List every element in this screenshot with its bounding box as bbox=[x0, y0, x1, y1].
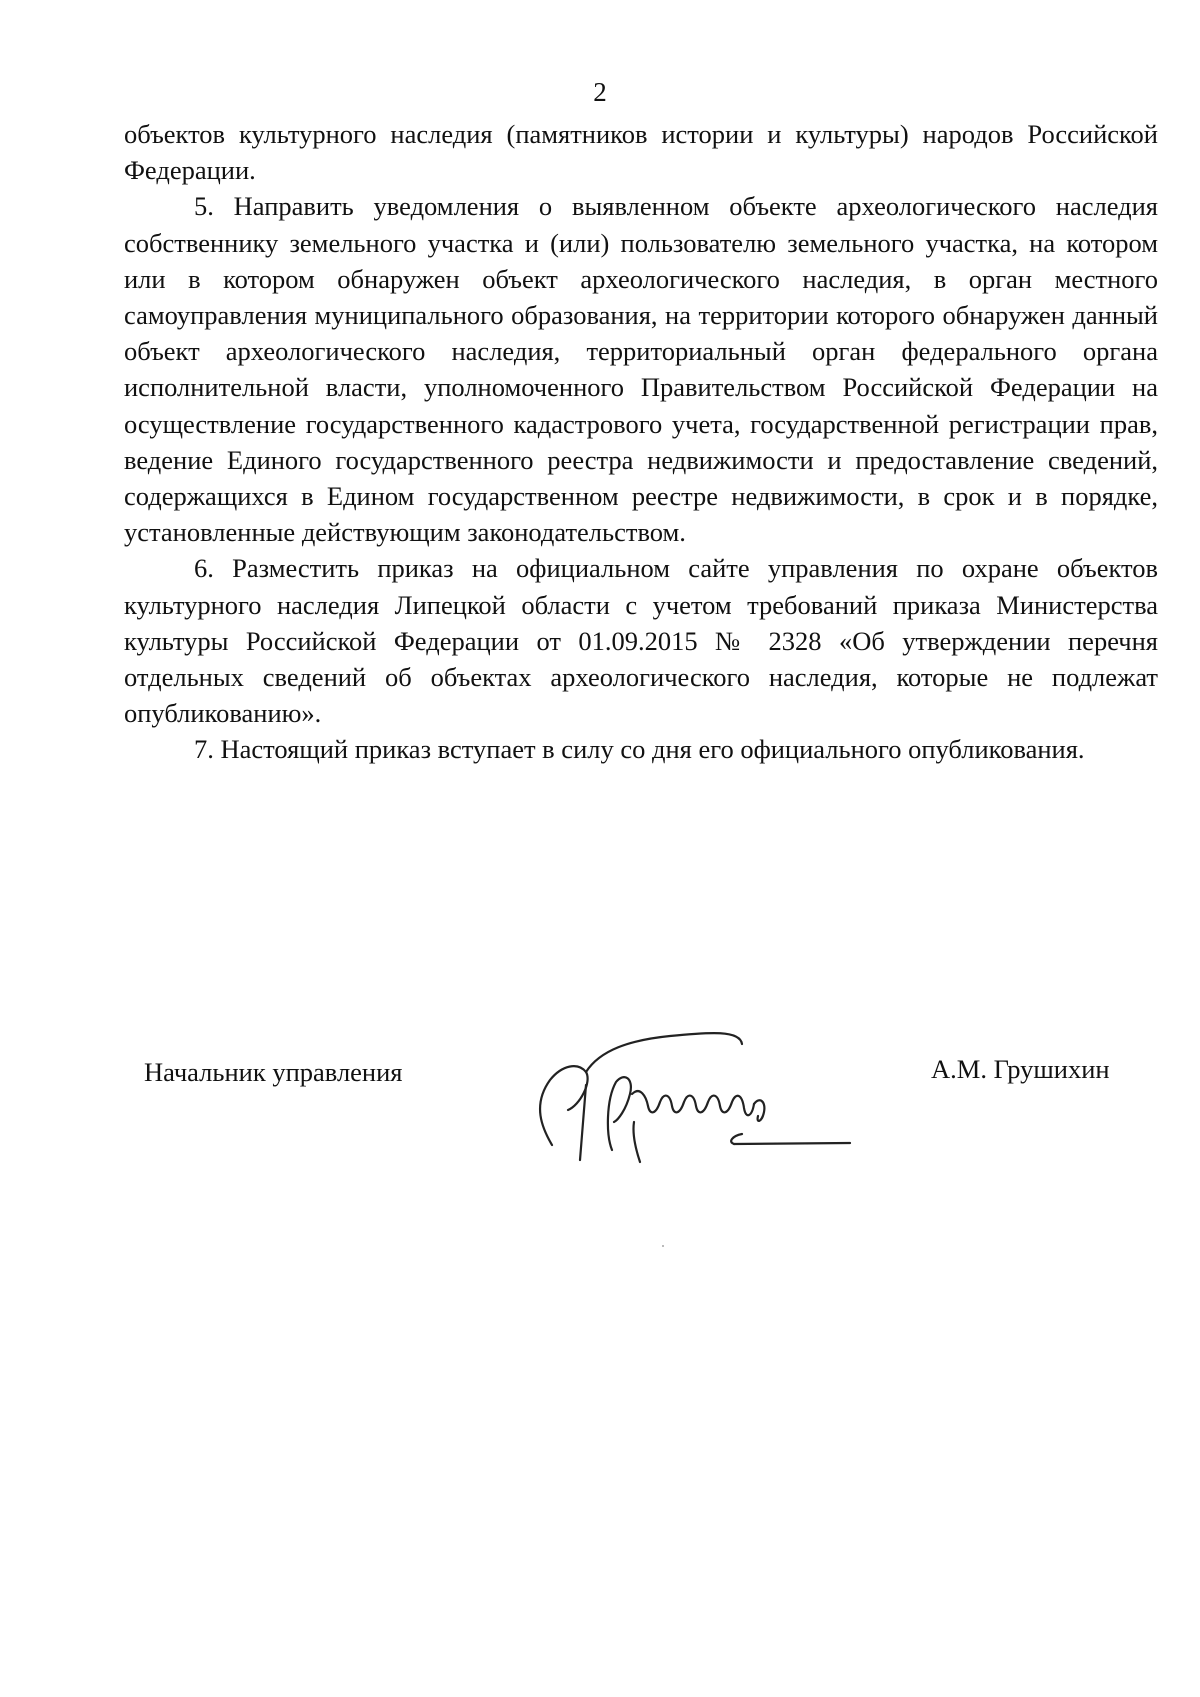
paragraph-continuation: объектов культурного наследия (памятников истории и культуры) народов Российской Федерации. bbox=[124, 119, 1158, 186]
signature-block bbox=[0, 1040, 1200, 1180]
page-number: 2 bbox=[593, 77, 607, 107]
paragraph-item-6: 6. Разместить приказ на официальном сайте управления по охране объектов культурного наследия Липецкой области с учетом требований приказа Министерства культуры Российской Федерации от 01.09.2015 № 2328 «Об утверждении перечня отдельных сведений об объектах археологического наследия, которые не подлежат опубликованию». bbox=[124, 553, 1158, 729]
paragraph-item-5: 5. Направить уведомления о выявленном объекте археологического наследия собственнику земельного участка и (или) пользователю земельного участка, на котором или в котором обнаружен объект археологического наследия, в орган местного самоуправления муниципального образования, на территории которого обнаружен данный объект археологического наследия, территориальный орган федерального органа исполнительной власти, уполномоченного Правительством Российской Федерации на осуществление государственного кадастрового учета, государственной регистрации прав, ведение Единого государственного реестра недвижимости и предоставление сведений, содержащихся в Едином государственном реестре недвижимости, в срок и в порядке, установленные действующим законодательством. bbox=[124, 191, 1158, 548]
signatory-name: А.М. Грушихин bbox=[931, 1054, 1110, 1084]
signatory-position: Начальник управления bbox=[144, 1057, 403, 1087]
paragraph-item-7: 7. Настоящий приказ вступает в силу со дня его официального опубликования. bbox=[194, 734, 1085, 765]
scan-speck bbox=[662, 1245, 664, 1247]
document-body bbox=[124, 116, 1158, 768]
handwritten-signature bbox=[520, 1010, 880, 1180]
